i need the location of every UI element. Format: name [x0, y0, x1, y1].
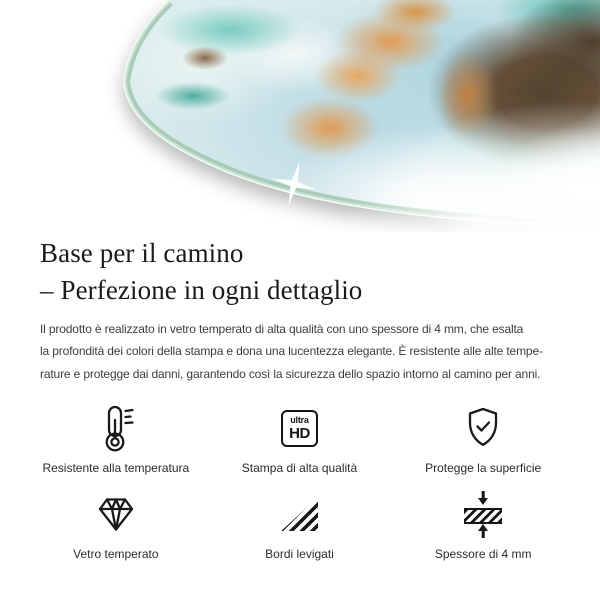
thermometer-icon: [96, 405, 136, 451]
product-info-section: [0, 235, 600, 561]
feature-grid: [24, 405, 575, 561]
product-photo: [0, 0, 600, 232]
feature-label: Resistente alla temperatura: [42, 461, 190, 476]
feature-label: Vetro temperato: [73, 547, 159, 562]
description-line: rature e protegge dai danni, garantendo così la sicurezza dello spazio intorno al camino per anni.: [40, 366, 541, 381]
feature-thickness: [391, 491, 575, 561]
shield-check-icon: [463, 405, 503, 451]
feature-label: Stampa di alta qualità: [241, 461, 358, 476]
feature-polished-edges: [208, 491, 392, 561]
feature-temperature-resistant: [24, 405, 208, 475]
diamond-icon: [94, 491, 138, 537]
feature-label: Spessore di 4 mm: [434, 547, 532, 562]
glass-panel-artwork: [0, 0, 600, 232]
feature-tempered-glass: [24, 491, 208, 561]
ultra-hd-text-bottom: HD: [289, 424, 310, 442]
feature-label: Protegge la superficie: [425, 461, 542, 476]
polished-edges-icon: [281, 491, 318, 537]
feature-label: Bordi levigati: [265, 547, 334, 562]
product-description: [40, 318, 560, 385]
page-title: [40, 235, 560, 309]
photo-fade: [300, 50, 600, 232]
description-line: Il prodotto è realizzato in vetro temperato di alta qualità con uno spessore di 4 mm, che esalta: [40, 322, 524, 336]
ultra-hd-icon: [281, 405, 318, 451]
ultra-hd-text-top: ultra: [290, 414, 309, 425]
feature-print-quality: [208, 405, 392, 475]
title-line-1: Base per il camino: [40, 238, 244, 268]
thickness-4mm-icon: [463, 491, 503, 537]
feature-surface-protection: [391, 405, 575, 475]
title-line-2: – Perfezione in ogni dettaglio: [40, 275, 363, 305]
description-line: la profondità dei colori della stampa e dona una lucentezza elegante. È resistente alle alte tempe-: [40, 344, 543, 359]
